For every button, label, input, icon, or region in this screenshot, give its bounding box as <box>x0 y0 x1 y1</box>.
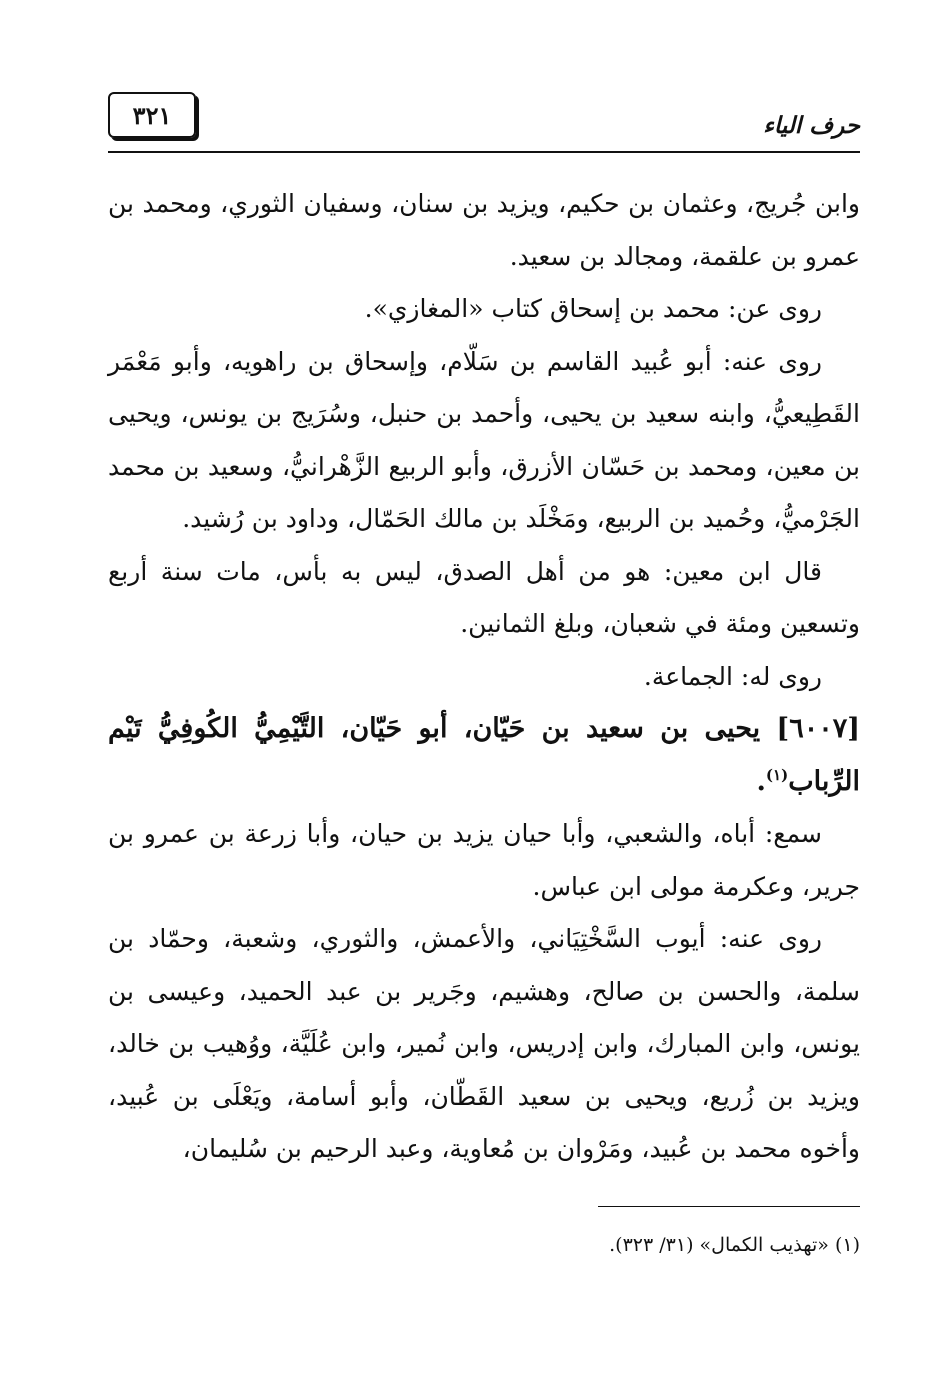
entry-heading-text: [٦٠٠٧] يحيى بن سعيد بن حَيّان، أبو حَيّان، التَّيْمِيُّ الكُوفِيُّ تَيْم الرِّباب <box>108 713 860 797</box>
paragraph: وابن جُريج، وعثمان بن حكيم، ويزيد بن سنان، وسفيان الثوري، ومحمد بن عمرو بن علقمة، ومجالد بن سعيد. <box>108 189 860 271</box>
paragraph: قال ابن معين: هو من أهل الصدق، ليس به بأس، مات سنة أربع وتسعين ومئة في شعبان، وبلغ الثمانين. <box>108 556 860 638</box>
main-text <box>108 178 860 1176</box>
paragraph: روى عنه: أبو عُبيد القاسم بن سَلّام، وإسحاق بن راهويه، وأبو مَعْمَر القَطِيعيُّ، وابنه سعيد بن يحيى، وأحمد بن حنبل، وسُرَيج بن يونس، ويحيى بن معين، ومحمد بن حَسّان الأزرق، وأبو الربيع الزَّهْرانيُّ، وسعيد بن محمد الجَرْميُّ، وحُميد بن الربيع، ومَخْلَد بن مالك الحَمّال، وداود بن رُشيد. <box>108 346 860 533</box>
paragraph: روى عنه: أيوب السَّخْتِيَاني، والأعمش، والثوري، وشعبة، وحمّاد بن سلمة، والحسن بن صالح، وهشيم، وجَرير بن عبد الحميد، وعيسى بن يونس، وابن المبارك، وابن إدريس، وابن نُمير، وابن عُلَيَّة، ووُهيب بن خالد، ويزيد بن زُريع، ويحيى بن سعيد القَطّان، وأبو أسامة، ويَعْلَى بن عُبيد، وأخوه محمد بن عُبيد، ومَرْوان بن مُعاوية، وعبد الرحيم بن سُليمان، <box>108 924 860 1163</box>
paragraph: سمع: أباه، والشعبي، وأبا حيان يزيد بن حيان، وأبا زرعة بن عمرو بن جرير، وعكرمة مولى ابن عباس. <box>108 819 860 901</box>
entry-heading: [٦٠٠٧] يحيى بن سعيد بن حَيّان، أبو حَيّان، التَّيْمِيُّ الكُوفِيُّ تَيْم الرِّباب$^{(١)}$. <box>108 713 860 797</box>
running-title: حرف الياء <box>763 112 860 139</box>
paragraph: روى عن: محمد بن إسحاق كتاب «المغازي». <box>364 294 822 323</box>
header-rule <box>108 151 860 153</box>
footnote-reference[interactable]: (١) <box>765 765 789 784</box>
page-header <box>108 92 860 156</box>
page-number: ٣٢١ <box>108 92 196 138</box>
footnote: (١) «تهذيب الكمال» (٣١/ ٣٢٣). <box>609 1234 860 1256</box>
paragraph: روى له: الجماعة. <box>643 661 822 691</box>
footnote-rule <box>598 1206 860 1207</box>
